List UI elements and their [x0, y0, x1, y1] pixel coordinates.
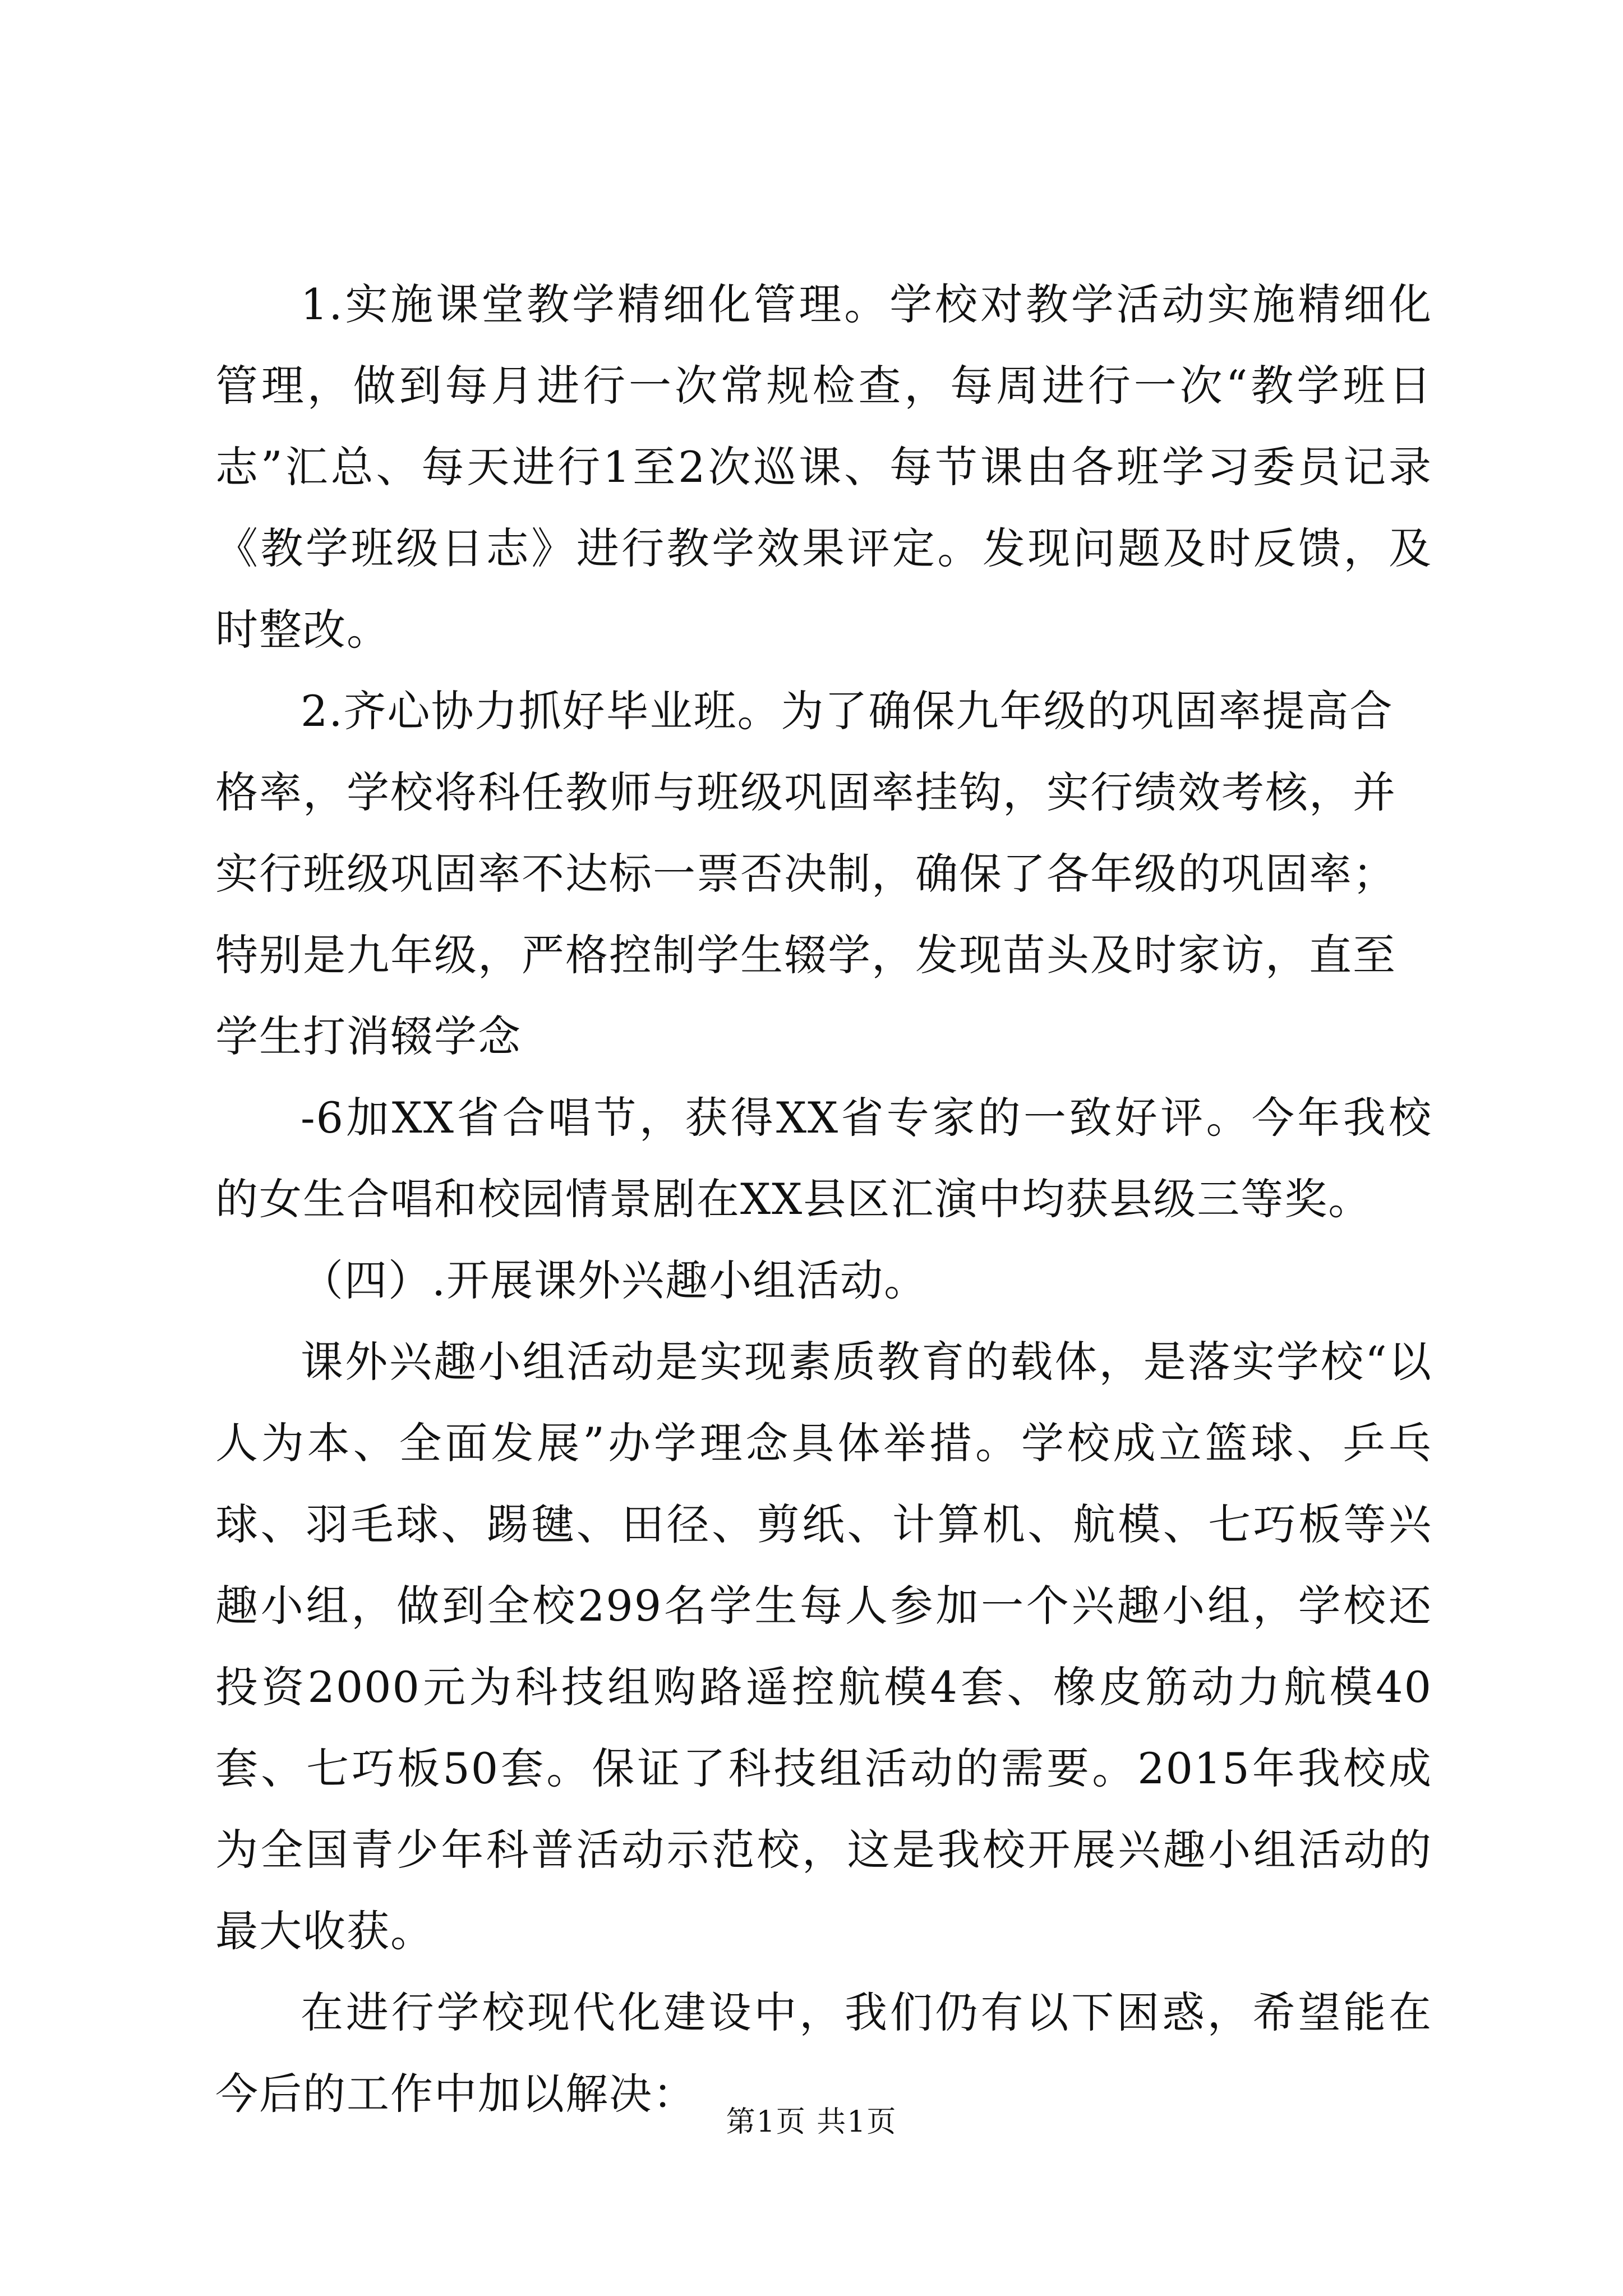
paragraph-interest-groups: 课外兴趣小组活动是实现素质教育的载体，是落实学校“以人为本、全面发展”办学理念具体举措。学校成立篮球、乒乓球、羽毛球、踢毽、田径、剪纸、计算机、航模、七巧板等兴趣小组，做到全校299名学生每人参加一个兴趣小组，学校还投资2000元为科技组购路遥控航模4套、橡皮筋动力航模40套、七巧板50套。保证了科技组活动的需要。2015年我校成为全国青少年科普活动示范校，这是我校开展兴趣小组活动的最大收获。	[215, 1337, 1432, 1956]
paragraph-graduating-class: 2.齐心协力抓好毕业班。为了确保九年级的巩固率提高合格率，学校将科任教师与班级巩固率挂钩，实行绩效考核，并实行班级巩固率不达标一票否决制，确保了各年级的巩固率；特别是九年级，严格控制学生辍学，发现苗头及时家访，直至学生打消辍学念	[215, 686, 1396, 1061]
paragraph-choir-festival: -6加XX省合唱节，获得XX省专家的一致好评。今年我校的女生合唱和校园情景剧在XX县区汇演中均获县级三等奖。	[215, 1093, 1432, 1224]
section-heading-interest-groups: （四）.开展课外兴趣小组活动。	[301, 1255, 928, 1305]
document-body	[215, 264, 1432, 2134]
page-footer: 第1页 共1页	[726, 2105, 897, 2139]
paragraph-classroom-management: 1.实施课堂教学精细化管理。学校对教学活动实施精细化管理，做到每月进行一次常规检查，每周进行一次“教学班日志”汇总、每天进行1至2次巡课、每节课由各班学习委员记录《教学班级日志》进行教学效果评定。发现问题及时反馈，及时整改。	[215, 279, 1432, 655]
paragraph-difficulties: 在进行学校现代化建设中，我们仍有以下困惑，希望能在今后的工作中加以解决：	[215, 1987, 1432, 2119]
